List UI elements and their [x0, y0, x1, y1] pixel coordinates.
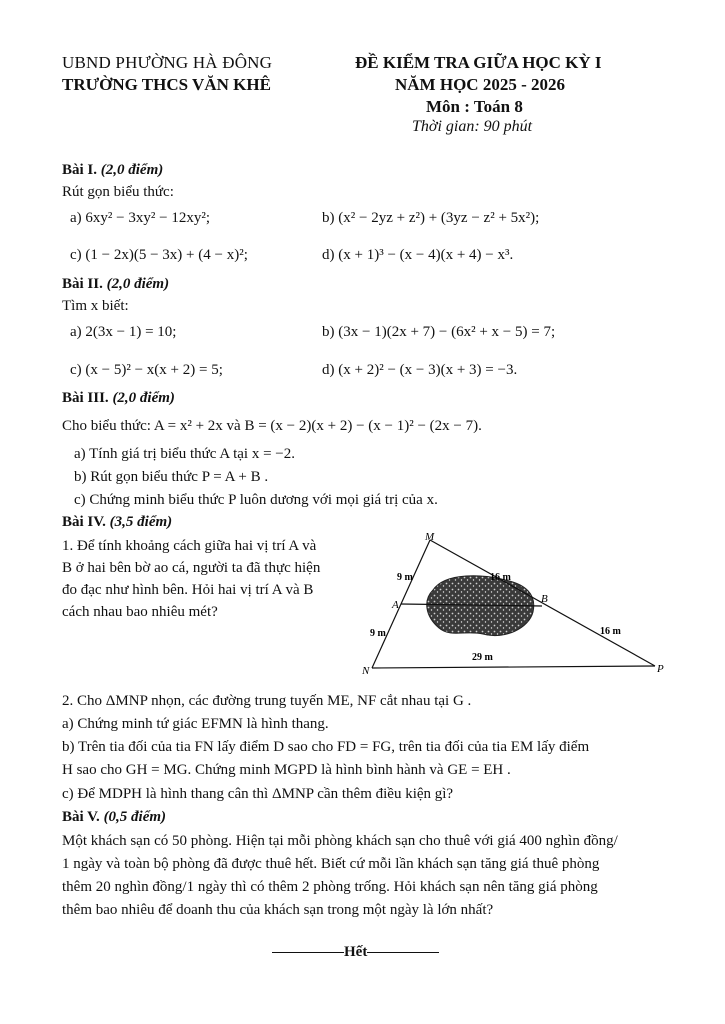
- section-4-problem-2-c: c) Để MDPH là hình thang cân thì ΔMNP cần thêm điều kiện gì?: [62, 786, 454, 802]
- section-3-intro: Cho biểu thức: A = x² + 2x và B = (x − 2)(x + 2) − (x − 1)² − (2x − 7).: [62, 418, 482, 434]
- section-3-item-a: a) Tính giá trị biểu thức A tại x = −2.: [74, 446, 295, 462]
- end-line-left: [272, 952, 344, 953]
- school-name: TRƯỜNG THCS VĂN KHÊ: [62, 75, 271, 94]
- section-4-problem-2-a: a) Chứng minh tứ giác EFMN là hình thang.: [62, 716, 329, 732]
- section-2-title: Bài II.: [62, 276, 103, 292]
- section-1-item-c: c) (1 − 2x)(5 − 3x) + (4 − x)²;: [70, 247, 248, 263]
- section-1-points: (2,0 điểm): [100, 162, 164, 178]
- duration: Thời gian: 90 phút: [412, 118, 533, 135]
- section-4-problem-2-b-line-1: b) Trên tia đối của tia FN lấy điểm D sao cho FD = FG, trên tia đối của tia EM lấy điểm: [62, 739, 590, 755]
- section-2-heading: [62, 276, 169, 293]
- section-2-item-a: a) 2(3x − 1) = 10;: [70, 324, 177, 340]
- section-4-heading: [62, 514, 172, 531]
- section-2-points: (2,0 điểm): [106, 276, 170, 292]
- subject: Môn : Toán 8: [426, 97, 523, 116]
- length-AN: 9 m: [370, 628, 386, 639]
- section-3-item-b: b) Rút gọn biểu thức P = A + B .: [74, 469, 269, 485]
- district-name: UBND PHƯỜNG HÀ ĐÔNG: [62, 53, 273, 72]
- section-2-item-b: b) (3x − 1)(2x + 7) − (6x² + x − 5) = 7;: [322, 324, 556, 340]
- length-MA: 9 m: [397, 572, 413, 583]
- label-M: M: [425, 531, 435, 543]
- section-2-item-c: c) (x − 5)² − x(x + 2) = 5;: [70, 362, 223, 378]
- section-5-line-2: 1 ngày và toàn bộ phòng đã được thuê hết. Biết cứ mỗi lần khách sạn tăng giá thuê phòng: [62, 856, 600, 872]
- length-NP: 29 m: [472, 652, 493, 663]
- section-5-heading: [62, 809, 166, 826]
- section-3-item-c: c) Chứng minh biểu thức P luôn dương với mọi giá trị của x.: [74, 492, 438, 508]
- section-4-problem-1-line-3: đo đạc như hình bên. Hỏi hai vị trí A và B: [62, 582, 314, 598]
- label-P: P: [657, 663, 664, 675]
- section-1-item-d: d) (x + 1)³ − (x − 4)(x + 4) − x³.: [322, 247, 514, 263]
- section-5-line-1: Một khách sạn có 50 phòng. Hiện tại mỗi phòng khách sạn cho thuê với giá 400 nghìn đồng/: [62, 833, 618, 849]
- section-4-problem-1-line-1: 1. Để tính khoảng cách giữa hai vị trí A và: [62, 538, 317, 554]
- section-1-item-a: a) 6xy² − 3xy² − 12xy²;: [70, 210, 210, 226]
- section-4-problem-1-line-4: cách nhau bao nhiêu mét?: [62, 604, 218, 620]
- label-B: B: [541, 593, 548, 605]
- segment-NP: [372, 666, 655, 668]
- section-1-heading: [62, 162, 163, 179]
- section-3-title: Bài III.: [62, 390, 109, 406]
- section-5-line-4: thêm bao nhiêu để doanh thu của khách sạn trong một ngày là lớn nhất?: [62, 902, 494, 918]
- section-5-title: Bài V.: [62, 809, 100, 825]
- school-year: NĂM HỌC 2025 - 2026: [395, 75, 565, 94]
- section-4-problem-1-line-2: B ở hai bên bờ ao cá, người ta đã thực hiện: [62, 560, 321, 576]
- section-2-item-d: d) (x + 2)² − (x − 3)(x + 3) = −3.: [322, 362, 518, 378]
- length-MB: 16 m: [490, 572, 511, 583]
- section-4-problem-2: 2. Cho ΔMNP nhọn, các đường trung tuyến ME, NF cắt nhau tại G .: [62, 693, 472, 709]
- section-2-intro: Tìm x biết:: [62, 298, 129, 314]
- section-1-intro: Rút gọn biểu thức:: [62, 184, 174, 200]
- section-4-points: (3,5 điểm): [109, 514, 173, 530]
- length-BP: 16 m: [600, 626, 621, 637]
- section-4-title: Bài IV.: [62, 514, 106, 530]
- end-text: Hết: [344, 944, 368, 960]
- section-5-line-3: thêm 20 nghìn đồng/1 ngày thì có thêm 2 phòng trống. Hỏi khách sạn nên tăng giá phòng: [62, 879, 598, 895]
- end-marker: [272, 944, 439, 961]
- pond-measurement-figure: [355, 528, 705, 683]
- section-3-points: (2,0 điểm): [112, 390, 175, 406]
- section-3-heading: [62, 390, 175, 407]
- label-N: N: [362, 665, 370, 677]
- label-A: A: [392, 599, 399, 611]
- exam-title: ĐỀ KIỂM TRA GIỮA HỌC KỲ I: [355, 53, 602, 72]
- end-line-right: [367, 952, 439, 953]
- section-5-points: (0,5 điểm): [103, 809, 167, 825]
- section-4-problem-2-b-line-2: H sao cho GH = MG. Chứng minh MGPD là hình bình hành và GE = EH .: [62, 762, 511, 778]
- section-1-title: Bài I.: [62, 162, 98, 178]
- section-1-item-b: b) (x² − 2yz + z²) + (3yz − z² + 5x²);: [322, 210, 540, 226]
